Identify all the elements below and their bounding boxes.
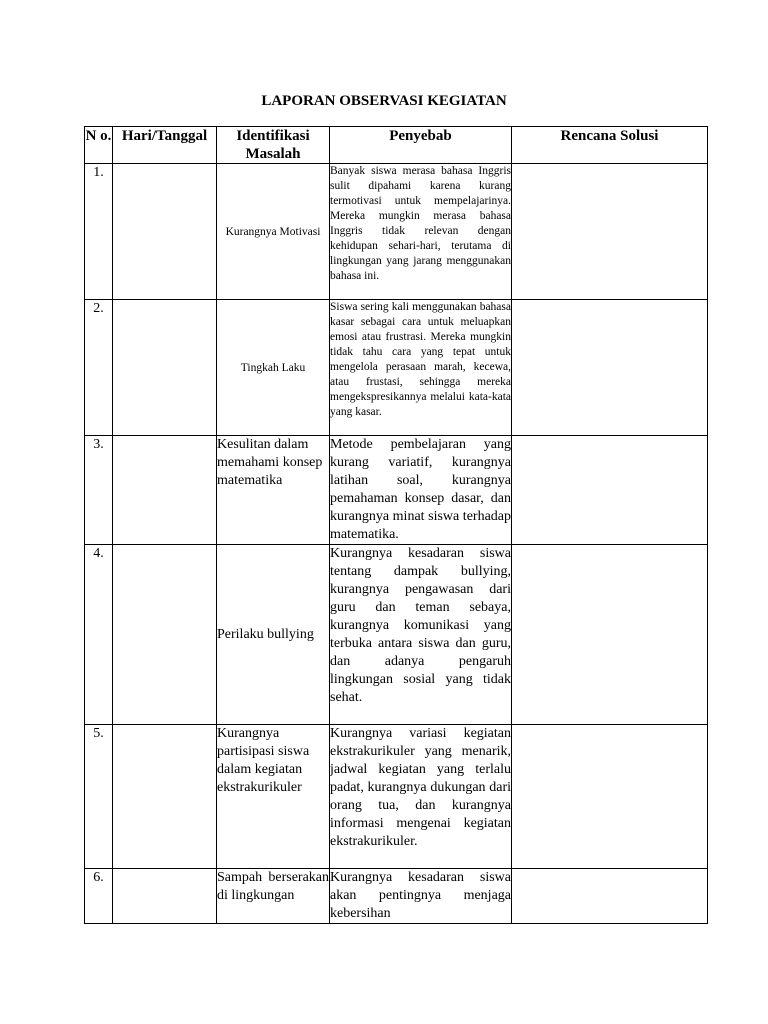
row-penyebab: Metode pembelajaran yang kurang variatif, kurangnya latihan soal, kurangnya pemahaman konsep dasar, dan kurangnya minat siswa terhadap matematika. — [330, 436, 512, 545]
table-header-row — [85, 127, 708, 164]
row-masalah: Tingkah Laku — [217, 300, 330, 436]
row-hari-tanggal — [113, 436, 217, 545]
row-penyebab: Kurangnya variasi kegiatan ekstrakurikuler yang menarik, jadwal kegiatan yang terlalu padat, kurangnya dukungan dari orang tua, dan kurangnya informasi mengenai kegiatan ekstrakurikuler. — [330, 725, 512, 869]
row-hari-tanggal — [113, 545, 217, 725]
row-number: 5. — [85, 725, 113, 869]
row-number: 6. — [85, 869, 113, 924]
table-row — [85, 436, 708, 545]
table-row — [85, 869, 708, 924]
observation-table — [84, 126, 708, 924]
row-penyebab: Kurangnya kesadaran siswa tentang dampak bullying, kurangnya pengawasan dari guru dan teman sebaya, kurangnya komunikasi yang terbuka antara siswa dan guru, dan adanya pengaruh lingkungan sosial yang tidak sehat. — [330, 545, 512, 725]
header-penyebab: Penyebab — [330, 127, 512, 164]
row-masalah: Sampah berserakan di lingkungan — [217, 869, 330, 924]
row-number: 2. — [85, 300, 113, 436]
row-hari-tanggal — [113, 164, 217, 300]
page-title: LAPORAN OBSERVASI KEGIATAN — [261, 93, 507, 109]
row-number: 3. — [85, 436, 113, 545]
row-rencana-solusi — [512, 869, 708, 924]
header-rencana-solusi: Rencana Solusi — [512, 127, 708, 164]
row-penyebab: Siswa sering kali menggunakan bahasa kasar sebagai cara untuk meluapkan emosi atau frustrasi. Mereka mungkin tidak tahu cara yang tepat untuk mengelola perasaan marah, kecewa, atau frustasi, sehingga mereka mengekspresikannya melalui kata-kata yang kasar. — [330, 300, 512, 436]
row-hari-tanggal — [113, 869, 217, 924]
row-hari-tanggal — [113, 300, 217, 436]
row-masalah: Kurangnya partisipasi siswa dalam kegiatan ekstrakurikuler — [217, 725, 330, 869]
row-number: 4. — [85, 545, 113, 725]
header-identifikasi-masalah: Identifikasi Masalah — [217, 127, 330, 164]
row-penyebab: Banyak siswa merasa bahasa Inggris sulit dipahami karena kurang termotivasi untuk mempelajarinya. Mereka mungkin merasa bahasa Inggris tidak relevan dengan kehidupan sehari-hari, terutama di lingkungan yang jarang menggunakan bahasa ini. — [330, 164, 512, 300]
header-hari-tanggal: Hari/Tanggal — [113, 127, 217, 164]
row-rencana-solusi — [512, 300, 708, 436]
row-rencana-solusi — [512, 725, 708, 869]
row-penyebab: Kurangnya kesadaran siswa akan pentingnya menjaga kebersihan — [330, 869, 512, 924]
row-masalah: Perilaku bullying — [217, 545, 330, 725]
row-rencana-solusi — [512, 164, 708, 300]
row-masalah: Kesulitan dalam memahami konsep matematika — [217, 436, 330, 545]
header-no: N o. — [85, 127, 113, 164]
row-rencana-solusi — [512, 436, 708, 545]
table-row — [85, 725, 708, 869]
table-row — [85, 545, 708, 725]
row-rencana-solusi — [512, 545, 708, 725]
table-row — [85, 164, 708, 300]
row-masalah: Kurangnya Motivasi — [217, 164, 330, 300]
table-row — [85, 300, 708, 436]
row-hari-tanggal — [113, 725, 217, 869]
row-number: 1. — [85, 164, 113, 300]
